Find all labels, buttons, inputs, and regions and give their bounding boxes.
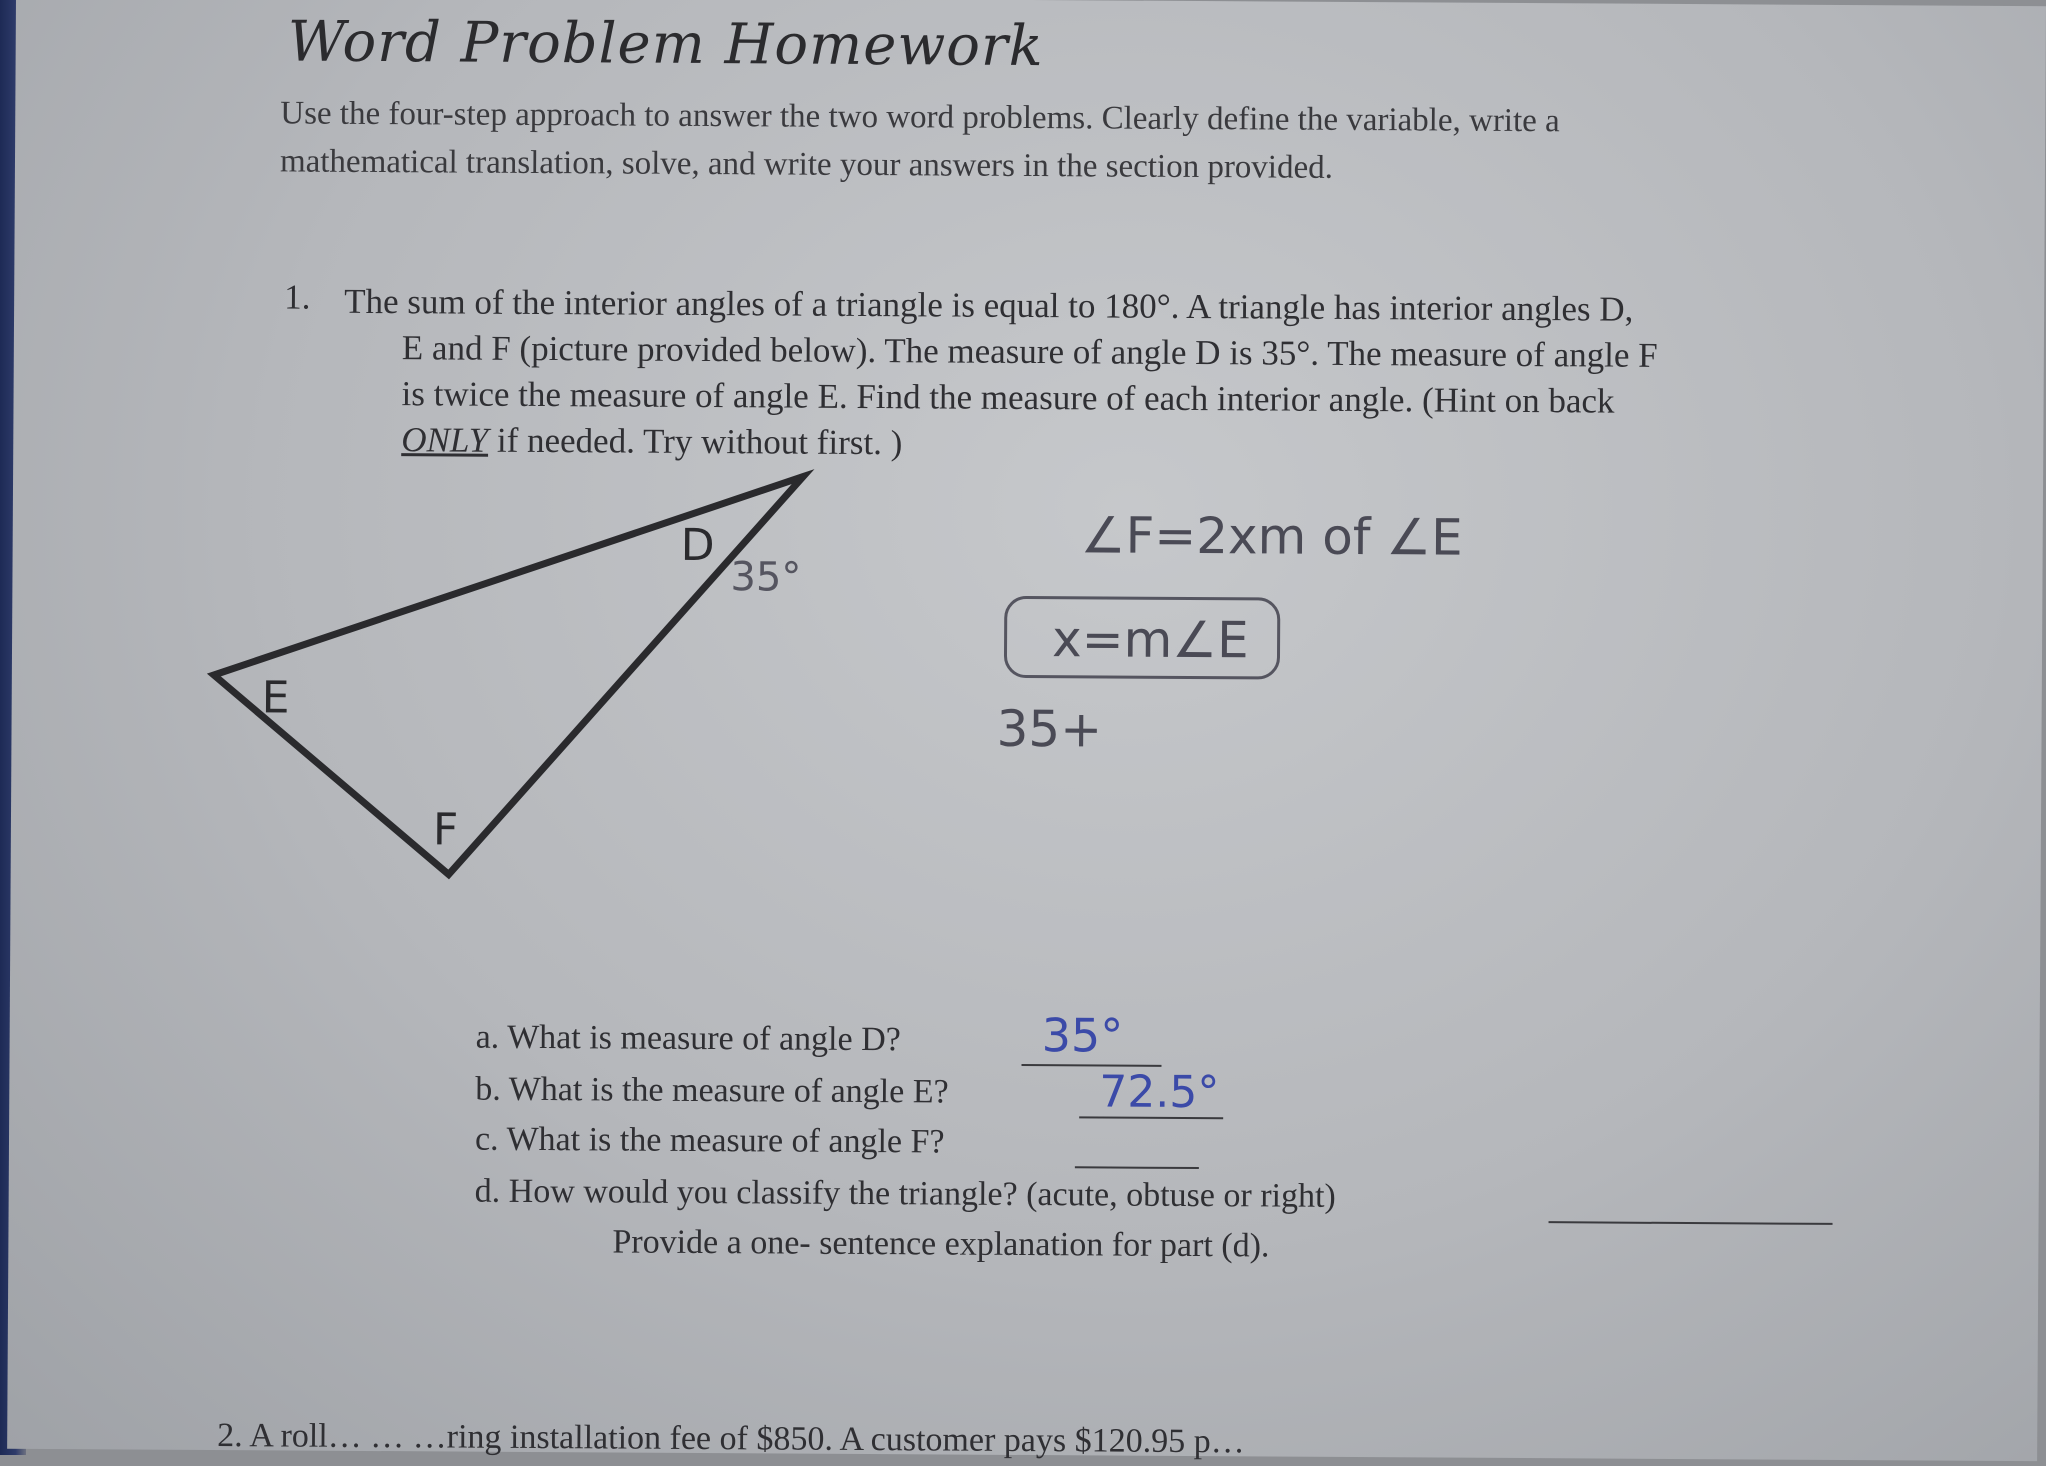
question-d-answer-line <box>1549 1221 1833 1225</box>
problem-1-line-3: is twice the measure of angle E. Find the measure of each interior angle. (Hint on back <box>401 374 1615 421</box>
problem-1-number: 1. <box>284 277 311 317</box>
triangle-label-e: E <box>261 672 290 724</box>
problem-1-line-4-rest: if needed. Try without first. ) <box>488 420 903 463</box>
question-d-explanation-prompt: Provide a one- sentence explanation for part (d). <box>612 1223 1270 1265</box>
instructions-line-1: Use the four-step approach to answer the two word problems. Clearly define the variable, write a <box>280 95 1560 140</box>
question-c-answer-line <box>1075 1166 1199 1169</box>
instructions-line-2: mathematical translation, solve, and write your answers in the section provided. <box>279 143 1334 186</box>
angle-d-measure: 35° <box>730 554 802 601</box>
work-line-1: ∠F=2xm of ∠E <box>1080 506 1463 567</box>
work-line-2: x=m∠E <box>1051 610 1249 670</box>
question-a-answer: 35° <box>1041 1008 1124 1063</box>
question-c: c. What is the measure of angle F? <box>474 1120 945 1161</box>
question-b: b. What is the measure of angle E? <box>475 1070 949 1111</box>
problem-1-line-4 <box>401 420 902 463</box>
worksheet-title: Word Problem Homework <box>287 9 1044 80</box>
triangle-diagram <box>201 465 844 889</box>
worksheet-paper <box>7 0 2046 1461</box>
problem-1-line-1: The sum of the interior angles of a triangle is equal to 180°. A triangle has interior angles D, <box>344 281 1634 329</box>
work-line-3: 35+ <box>996 699 1103 759</box>
question-b-answer: 72.5° <box>1099 1066 1220 1119</box>
problem-2-partial-line: 2. A roll… … …ring installation fee of $850. A customer pays $120.95 p… <box>217 1417 1245 1461</box>
triangle-label-f: F <box>432 804 459 856</box>
problem-1-line-2: E and F (picture provided below). The measure of angle D is 35°. The measure of angle F <box>401 328 1658 375</box>
question-a: a. What is measure of angle D? <box>475 1018 901 1059</box>
only-emphasis: ONLY <box>401 420 489 460</box>
triangle-label-d: D <box>680 519 715 572</box>
question-d: d. How would you classify the triangle? (acute, obtuse or right) <box>474 1172 1336 1215</box>
